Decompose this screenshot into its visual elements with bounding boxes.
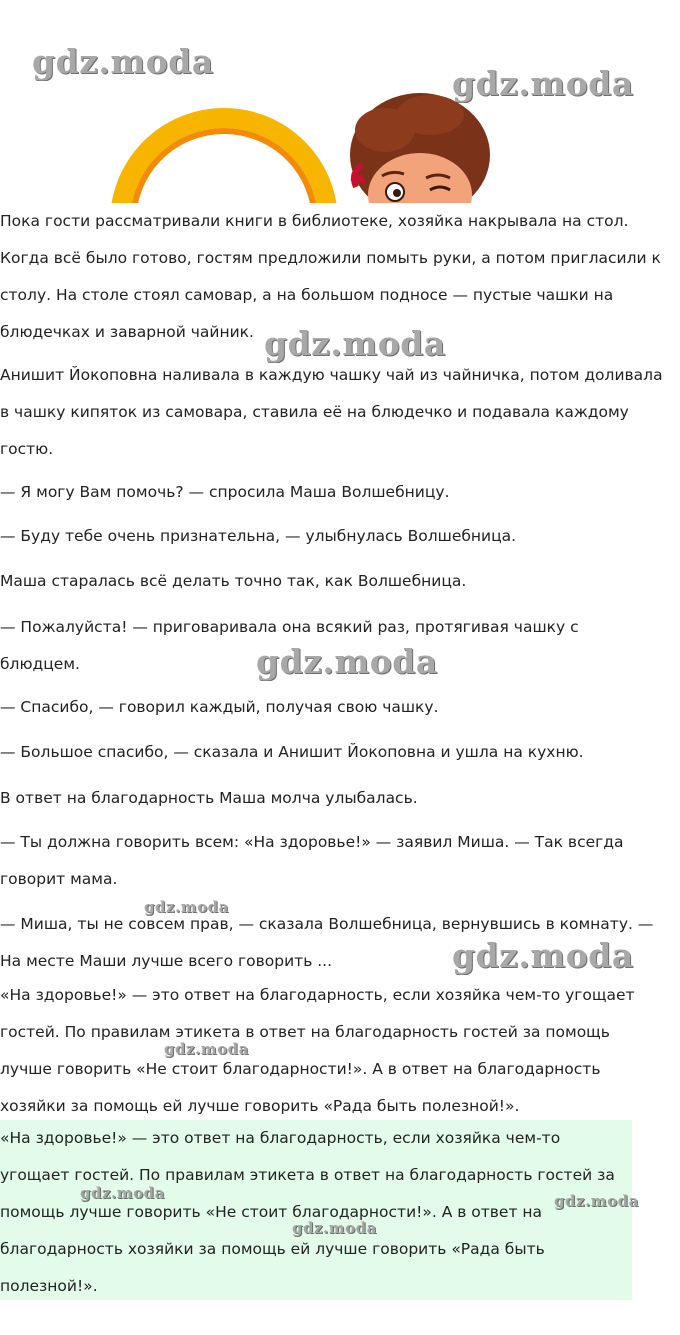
text-line: — Буду тебе очень признательна, — улыбнулась Волшебница. xyxy=(0,527,517,545)
text-line: блюдцем. xyxy=(0,655,80,673)
text-line: — Миша, ты не совсем прав, — сказала Волшебница, вернувшись в комнату. — xyxy=(0,915,654,933)
text-line: «На здоровье!» — это ответ на благодарность, если хозяйка чем-то xyxy=(0,1129,561,1147)
yellow-ring-graphic xyxy=(120,118,328,205)
watermark: gdz.moda xyxy=(452,64,634,103)
text-line: — Ты должна говорить всем: «На здоровье!» — заявил Миша. — Так всегда xyxy=(0,833,624,851)
story-paragraph xyxy=(0,780,680,817)
text-line: в чашку кипяток из самовара, ставила её на блюдечко и подавала каждому xyxy=(0,403,629,421)
watermark: gdz.moda xyxy=(80,1184,165,1202)
boy-character-graphic xyxy=(350,93,490,205)
text-line: — Большое спасибо, — сказала и Анишит Йокоповна и ушла на кухню. xyxy=(0,743,584,761)
story-paragraph xyxy=(0,563,680,600)
watermark: gdz.moda xyxy=(264,324,446,363)
text-line: Пока гости рассматривали книги в библиотеке, хозяйка накрывала на стол. xyxy=(0,212,629,230)
text-line: помощь лучше говорить «Не стоит благодарности!». А в ответ на xyxy=(0,1203,543,1221)
text-line: угощает гостей. По правилам этикета в ответ на благодарность гостей за xyxy=(0,1166,615,1184)
text-line: Маша старалась всё делать точно так, как Волшебница. xyxy=(0,572,467,590)
story-paragraph xyxy=(0,518,680,555)
watermark: gdz.moda xyxy=(144,898,229,916)
text-line: Когда всё было готово, гостям предложили помыть руки, а потом пригласили к xyxy=(0,249,661,267)
text-line: хозяйки за помощь ей лучше говорить «Рада быть полезной!». xyxy=(0,1097,520,1115)
text-line: столу. На столе стоял самовар, а на большом подносе — пустые чашки на xyxy=(0,286,614,304)
text-line: гостю. xyxy=(0,440,54,458)
watermark: gdz.moda xyxy=(452,936,634,975)
text-line: — Я могу Вам помочь? — спросила Маша Волшебницу. xyxy=(0,483,450,501)
text-line: — Спасибо, — говорил каждый, получая свою чашку. xyxy=(0,698,439,716)
watermark: gdz.moda xyxy=(256,642,438,681)
story-paragraph xyxy=(0,689,680,726)
story-paragraph xyxy=(0,734,680,771)
text-line: гостей. По правилам этикета в ответ на благодарность гостей за помощь xyxy=(0,1023,610,1041)
text-line: «На здоровье!» — это ответ на благодарность, если хозяйка чем-то угощает xyxy=(0,986,635,1004)
watermark: gdz.moda xyxy=(554,1192,639,1210)
text-line: полезной!». xyxy=(0,1277,98,1295)
text-line: На месте Маши лучше всего говорить ... xyxy=(0,952,333,970)
story-paragraph xyxy=(0,474,680,511)
answer-text xyxy=(0,1120,680,1305)
watermark: gdz.moda xyxy=(292,1219,377,1237)
watermark: gdz.moda xyxy=(32,42,214,81)
story-paragraph xyxy=(0,824,680,898)
watermark: gdz.moda xyxy=(164,1040,249,1058)
text-line: лучше говорить «Не стоит благодарности!». А в ответ на благодарность xyxy=(0,1060,601,1078)
story-paragraph xyxy=(0,357,680,468)
text-line: — Пожалуйста! — приговаривала она всякий раз, протягивая чашку с xyxy=(0,618,579,636)
text-line: В ответ на благодарность Маша молча улыбалась. xyxy=(0,789,418,807)
text-line: Анишит Йокоповна наливала в каждую чашку чай из чайничка, потом доливала xyxy=(0,366,663,384)
story-paragraph xyxy=(0,977,680,1125)
text-line: блюдечках и заварной чайник. xyxy=(0,323,254,341)
text-line: говорит мама. xyxy=(0,870,118,888)
text-line: благодарность хозяйки за помощь ей лучше говорить «Рада быть xyxy=(0,1240,545,1258)
